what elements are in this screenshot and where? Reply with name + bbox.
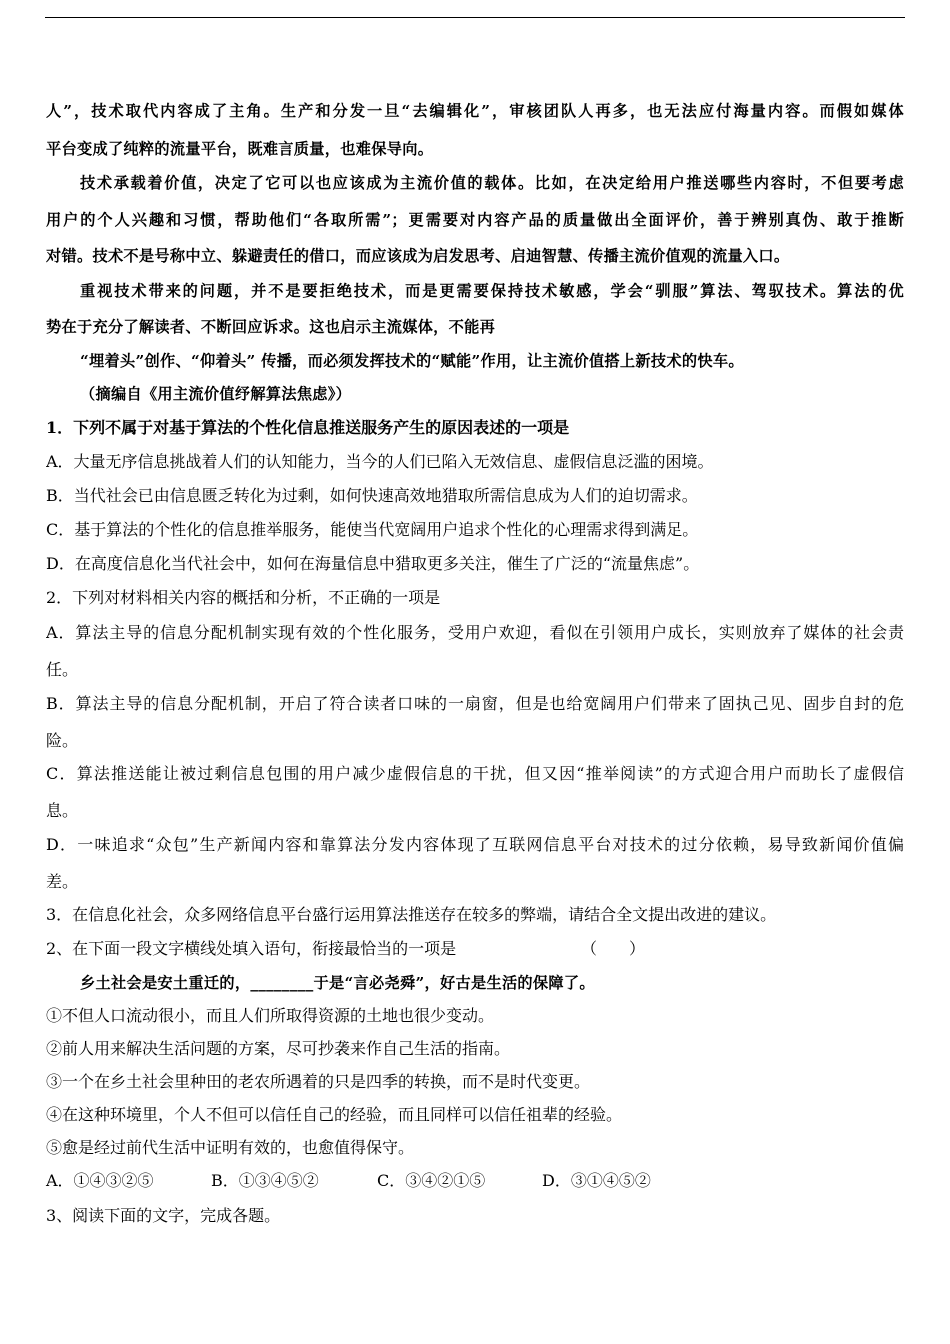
sec2-sentence: 乡土社会是安土重迁的，________于是“言必尧舜”，好古是生活的保障了。 — [80, 974, 595, 992]
q1-stem-text: 1．下列不属于对基于算法的个性化信息推送服务产生的原因表述的一项是 — [46, 418, 570, 437]
q2-stem: 2．下列对材料相关内容的概括和分析，不正确的一项是 — [46, 588, 441, 607]
q1-option-d: D．在高度信息化当代社会中，如何在海量信息中猎取更多关注，催生了广泛的“流量焦虑”。 — [46, 554, 700, 573]
sec2-stem: 2、在下面一段文字横线处填入语句，衔接最恰当的一项是 — [46, 939, 457, 958]
header-rule — [45, 17, 905, 18]
sec2-item-2: ②前人用来解决生活问题的方案，尽可抄袭来作自己生活的指南。 — [46, 1039, 511, 1058]
q2-option-d-line1: D．一味追求“众包”生产新闻内容和靠算法分发内容体现了互联网信息平台对技术的过分依赖，易导致新闻价值偏 — [46, 835, 904, 854]
sec3-stem: 3、阅读下面的文字，完成各题。 — [46, 1206, 281, 1225]
q2-option-c-line2: 息。 — [46, 801, 79, 820]
q3-stem: 3．在信息化社会，众多网络信息平台盛行运用算法推送存在较多的弊端，请结合全文提出改进的建议。 — [46, 905, 777, 924]
sec2-stem-row — [46, 938, 904, 960]
q2-option-b-line1: B．算法主导的信息分配机制，开启了符合读者口味的一扇窗，但是也给宽阔用户们带来了固执己见、固步自封的危 — [46, 694, 904, 713]
q1-option-c: C．基于算法的个性化的信息推举服务，能使当代宽阔用户追求个性化的心理需求得到满足。 — [46, 520, 699, 539]
passage-line: 用户的个人兴趣和习惯，帮助他们“各取所需”；更需要对内容产品的质量做出全面评价，善于辨别真伪、敢于推断 — [46, 211, 904, 229]
passage-line: “埋着头”创作、“仰着头” 传播，而必须发挥技术的“赋能”作用，让主流价值搭上新技术的快车。 — [80, 352, 744, 370]
sec2-option-d: D．③①④⑤② — [542, 1171, 651, 1190]
sec2-item-3: ③一个在乡土社会里种田的老农所遇着的只是四季的转换，而不是时代变更。 — [46, 1072, 591, 1091]
answer-paren: （ ） — [581, 939, 646, 958]
q2-option-a-line2: 任。 — [46, 660, 79, 679]
passage-line: 技术承载着价值，决定了它可以也应该成为主流价值的载体。比如，在决定给用户推送哪些内容时，不但要考虑 — [80, 174, 904, 192]
sec2-option-a: A．①④③②⑤ — [46, 1171, 154, 1190]
q2-option-c-line1: C．算法推送能让被过剩信息包围的用户减少虚假信息的干扰，但又因“推举阅读”的方式迎合用户而助长了虚假信 — [46, 764, 904, 783]
sec2-option-b: B．①③④⑤② — [211, 1171, 319, 1190]
passage-line: 平台变成了纯粹的流量平台，既难言质量，也难保导向。 — [46, 140, 434, 158]
sec2-options — [46, 1170, 904, 1192]
sec2-item-5: ⑤愈是经过前代生活中证明有效的，也愈值得保守。 — [46, 1138, 415, 1157]
sec2-item-1: ①不但人口流动很小，而且人们所取得资源的土地也很少变动。 — [46, 1006, 495, 1025]
q1-stem — [46, 417, 904, 439]
q2-option-b-line2: 险。 — [46, 731, 79, 750]
q1-option-a: A．大量无序信息挑战着人们的认知能力，当今的人们已陷入无效信息、虚假信息泛滥的困境。 — [46, 452, 714, 471]
passage-line: 对错。技术不是号称中立、躲避责任的借口，而应该成为启发思考、启迪智慧、传播主流价值观的流量入口。 — [46, 247, 790, 265]
q2-option-d-line2: 差。 — [46, 872, 79, 891]
passage-source: （摘编自《用主流价值纾解算法焦虑》） — [80, 385, 352, 403]
sec2-item-4: ④在这种环境里，个人不但可以信任自己的经验，而且同样可以信任祖辈的经验。 — [46, 1105, 623, 1124]
passage-line: 重视技术带来的问题，并不是要拒绝技术，而是更需要保持技术敏感，学会“驯服”算法、驾驭技术。算法的优 — [80, 282, 904, 300]
passage-line: 人”，技术取代内容成了主角。生产和分发一旦“去编辑化”，审核团队人再多，也无法应付海量内容。而假如媒体 — [46, 102, 904, 120]
q2-option-a-line1: A．算法主导的信息分配机制实现有效的个性化服务，受用户欢迎，看似在引领用户成长，实则放弃了媒体的社会责 — [46, 623, 904, 642]
q1-option-b: B．当代社会已由信息匮乏转化为过剩，如何快速高效地猎取所需信息成为人们的迫切需求。 — [46, 486, 698, 505]
sec2-option-c: C．③④②①⑤ — [377, 1171, 486, 1190]
passage-line: 势在于充分了解读者、不断回应诉求。这也启示主流媒体，不能再 — [46, 318, 496, 336]
